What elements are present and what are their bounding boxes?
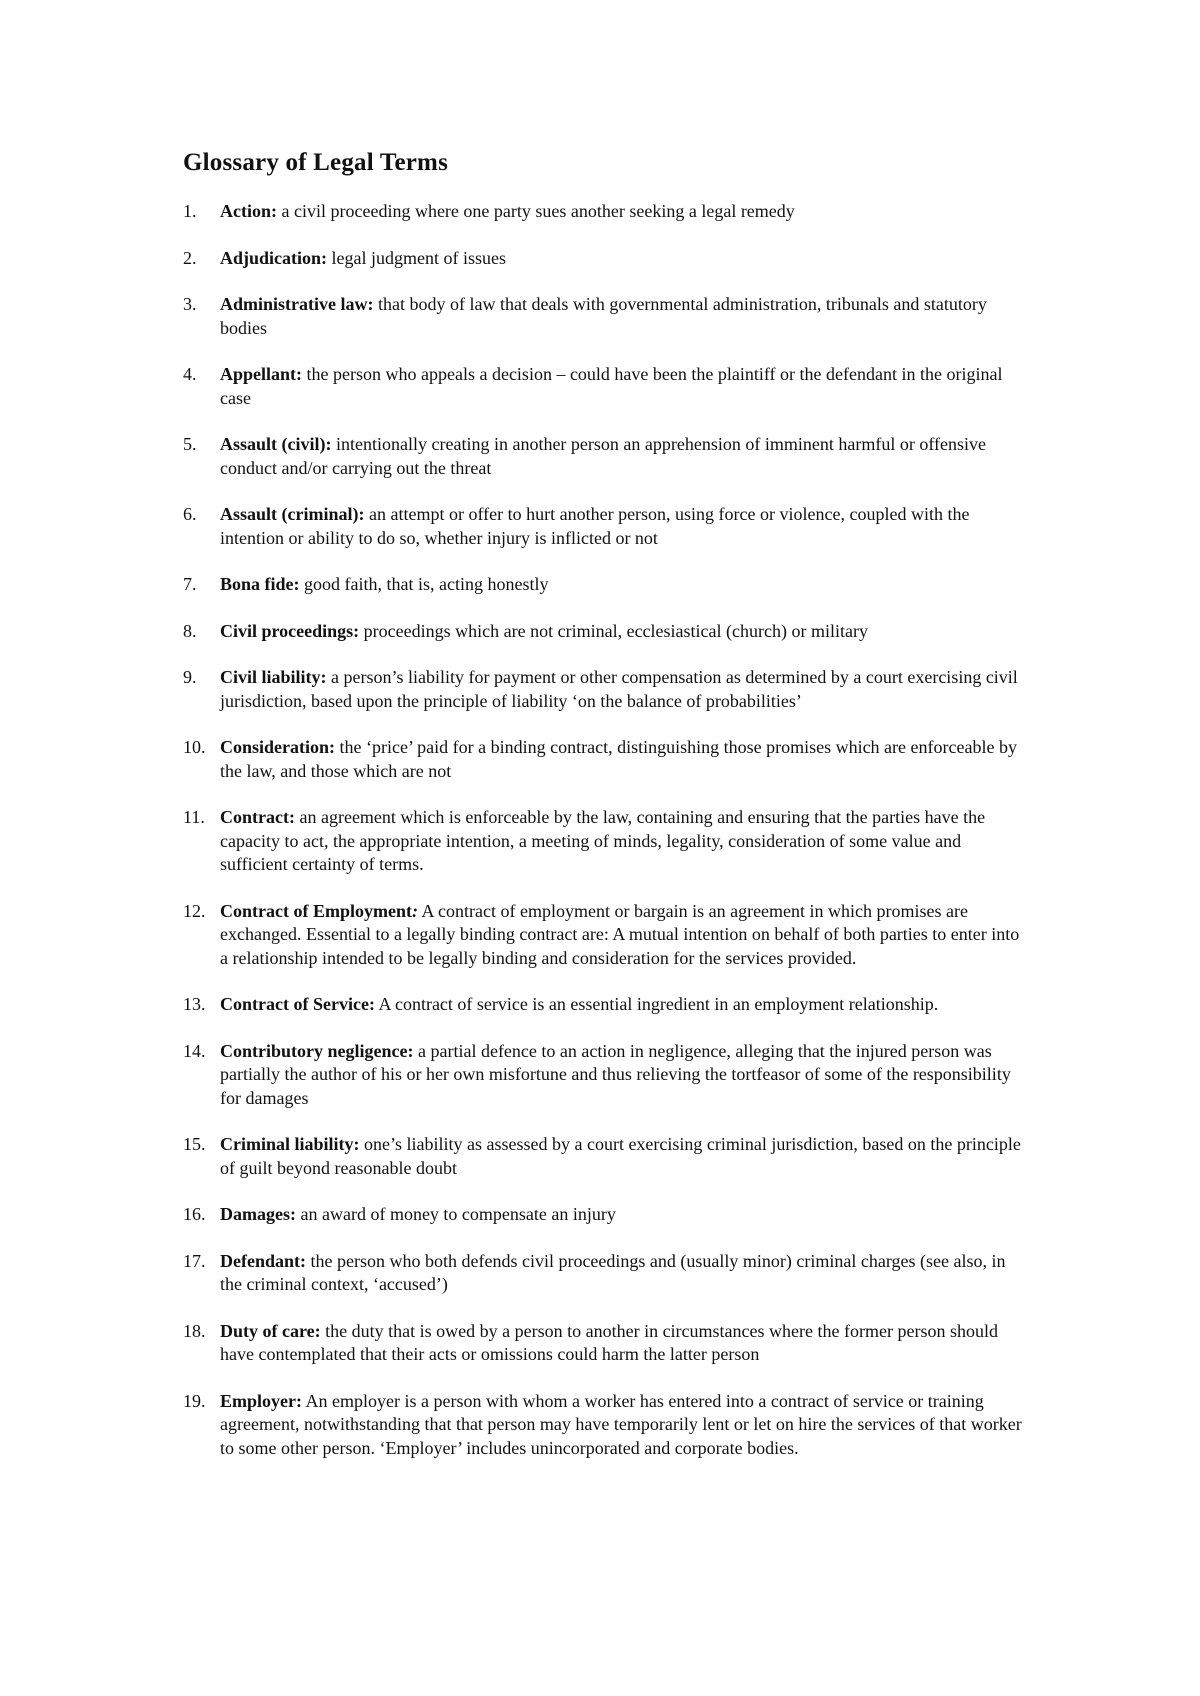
entry-term-text: Contract:	[220, 807, 295, 827]
glossary-entry	[183, 1250, 1023, 1297]
entry-number: 2.	[183, 247, 197, 268]
entry-number: 3.	[183, 294, 197, 314]
entry-term-text: Duty of care:	[220, 1320, 321, 1341]
entry-definition: A contract of service is an essential ingredient in an employment relationship.	[378, 994, 939, 1014]
glossary-entry	[183, 293, 1023, 340]
entry-number: 6.	[183, 504, 197, 524]
entry-definition: An employer is a person with whom a worker has entered into a contract of service or training agreement, notwithstanding that that person may have temporarily lent or let on hire the services of that worker to some other person. ‘Employer’ includes unincorporated and corporate bodies.	[220, 1390, 1022, 1458]
entry-term-suffix: :	[411, 900, 418, 921]
glossary-entry	[183, 993, 1023, 1017]
entry-term-text: Defendant:	[220, 1250, 306, 1271]
entry-number: 17.	[183, 1250, 206, 1271]
glossary-entry	[183, 247, 1023, 271]
entry-number: 1.	[183, 201, 197, 221]
glossary-entry	[183, 433, 1023, 480]
entry-term	[220, 1134, 360, 1154]
entry-term-text: Adjudication:	[220, 247, 328, 268]
entry-number: 5.	[183, 434, 197, 454]
entry-term	[220, 1391, 302, 1411]
entry-term	[220, 994, 375, 1014]
entry-term	[220, 807, 295, 827]
entry-term	[220, 737, 335, 757]
glossary-entry	[183, 573, 1023, 597]
entry-definition: one’s liability as assessed by a court exercising criminal jurisdiction, based on the principle of guilt beyond reasonable doubt	[220, 1134, 1021, 1178]
entry-term-text: Bona fide:	[220, 574, 300, 594]
glossary-entry	[183, 900, 1023, 971]
glossary-entry	[183, 1203, 1023, 1227]
entry-number: 8.	[183, 620, 197, 641]
entry-number: 13.	[183, 994, 206, 1014]
glossary-entry	[183, 1390, 1023, 1461]
entry-term	[220, 504, 364, 524]
entry-number: 9.	[183, 667, 197, 687]
entry-term	[220, 621, 359, 641]
entry-number: 12.	[183, 900, 206, 921]
entry-definition: the person who both defends civil proceedings and (usually minor) criminal charges (see also, in the criminal context, ‘accused’)	[220, 1250, 1006, 1294]
entry-term	[220, 574, 300, 594]
entry-term	[220, 1251, 306, 1271]
glossary-entry	[183, 363, 1023, 410]
entry-definition: a person’s liability for payment or other compensation as determined by a court exercising civil jurisdiction, based upon the principle of liability ‘on the balance of probabilities’	[220, 667, 1018, 711]
entry-term	[220, 434, 332, 454]
entry-definition: that body of law that deals with governmental administration, tribunals and statutory bodies	[220, 294, 987, 338]
entry-definition: proceedings which are not criminal, ecclesiastical (church) or military	[363, 620, 868, 641]
entry-term	[220, 667, 327, 687]
entry-term-text: Consideration:	[220, 737, 336, 757]
entry-definition: A contract of employment or bargain is an agreement in which promises are exchanged. Essential to a legally binding contract are: A mutual intention on behalf of both parties to enter into a relationship intended to be legally binding and consideration for the services provided.	[220, 900, 1020, 968]
entry-number: 19.	[183, 1390, 206, 1411]
entry-term-text: Action:	[220, 201, 277, 221]
entry-definition: the ‘price’ paid for a binding contract, distinguishing those promises which are enforceable by the law, and those which are not	[220, 737, 1017, 781]
entry-definition: a civil proceeding where one party sues another seeking a legal remedy	[281, 201, 795, 221]
glossary-list	[183, 200, 1023, 1483]
entry-definition: intentionally creating in another person an apprehension of imminent harmful or offensive conduct and/or carrying out the threat	[220, 434, 986, 478]
entry-definition: an award of money to compensate an injury	[300, 1204, 616, 1224]
entry-term	[220, 201, 277, 221]
entry-term-text: Civil proceedings:	[220, 620, 360, 641]
entry-term-text: Assault (criminal):	[220, 504, 365, 524]
entry-definition: good faith, that is, acting honestly	[304, 574, 549, 594]
entry-definition: a partial defence to an action in negligence, alleging that the injured person was partially the author of his or her own misfortune and thus relieving the tortfeasor of some of the responsibility for damages	[220, 1040, 1011, 1108]
glossary-entry	[183, 200, 1023, 224]
entry-term-text: Employer:	[220, 1390, 302, 1411]
entry-term-text: Contributory negligence:	[220, 1040, 414, 1061]
entry-number: 18.	[183, 1320, 206, 1341]
entry-number: 4.	[183, 364, 197, 384]
entry-definition: the person who appeals a decision – could have been the plaintiff or the defendant in the original case	[220, 364, 1003, 408]
entry-number: 11.	[183, 807, 205, 827]
glossary-entry	[183, 736, 1023, 783]
entry-definition: the duty that is owed by a person to another in circumstances where the former person should have contemplated that their acts or omissions could harm the latter person	[220, 1320, 998, 1364]
entry-term-text: Civil liability:	[220, 667, 327, 687]
glossary-entry	[183, 1320, 1023, 1367]
entry-term-text: Damages:	[220, 1204, 296, 1224]
entry-number: 14.	[183, 1040, 206, 1061]
glossary-entry	[183, 1040, 1023, 1111]
entry-term-text: Contract of Service:	[220, 994, 375, 1014]
glossary-entry	[183, 806, 1023, 877]
entry-term-text: Contract of Employment	[220, 900, 412, 921]
entry-definition: an agreement which is enforceable by the law, containing and ensuring that the parties have the capacity to act, the appropriate intention, a meeting of minds, legality, consideration of some value and sufficient certainty of terms.	[220, 807, 986, 874]
glossary-entry	[183, 666, 1023, 713]
entry-number: 7.	[183, 574, 197, 594]
entry-term	[220, 364, 302, 384]
entry-term	[220, 1204, 296, 1224]
page-title: Glossary of Legal Terms	[183, 149, 449, 176]
entry-term	[220, 901, 418, 921]
entry-number: 16.	[183, 1204, 206, 1224]
entry-term	[220, 248, 327, 268]
entry-term	[220, 1041, 413, 1061]
entry-term-text: Appellant:	[220, 364, 303, 384]
entry-definition: legal judgment of issues	[331, 247, 506, 268]
glossary-entry	[183, 620, 1023, 644]
entry-number: 10.	[183, 737, 206, 757]
entry-term	[220, 1321, 321, 1341]
entry-term-text: Assault (civil):	[220, 434, 332, 454]
entry-term-text: Criminal liability:	[220, 1134, 360, 1154]
entry-definition: an attempt or offer to hurt another person, using force or violence, coupled with the intention or ability to do so, whether injury is inflicted or not	[220, 504, 970, 548]
glossary-entry	[183, 503, 1023, 550]
entry-term	[220, 294, 373, 314]
entry-term-text: Administrative law:	[220, 294, 374, 314]
entry-number: 15.	[183, 1134, 206, 1154]
glossary-entry	[183, 1133, 1023, 1180]
